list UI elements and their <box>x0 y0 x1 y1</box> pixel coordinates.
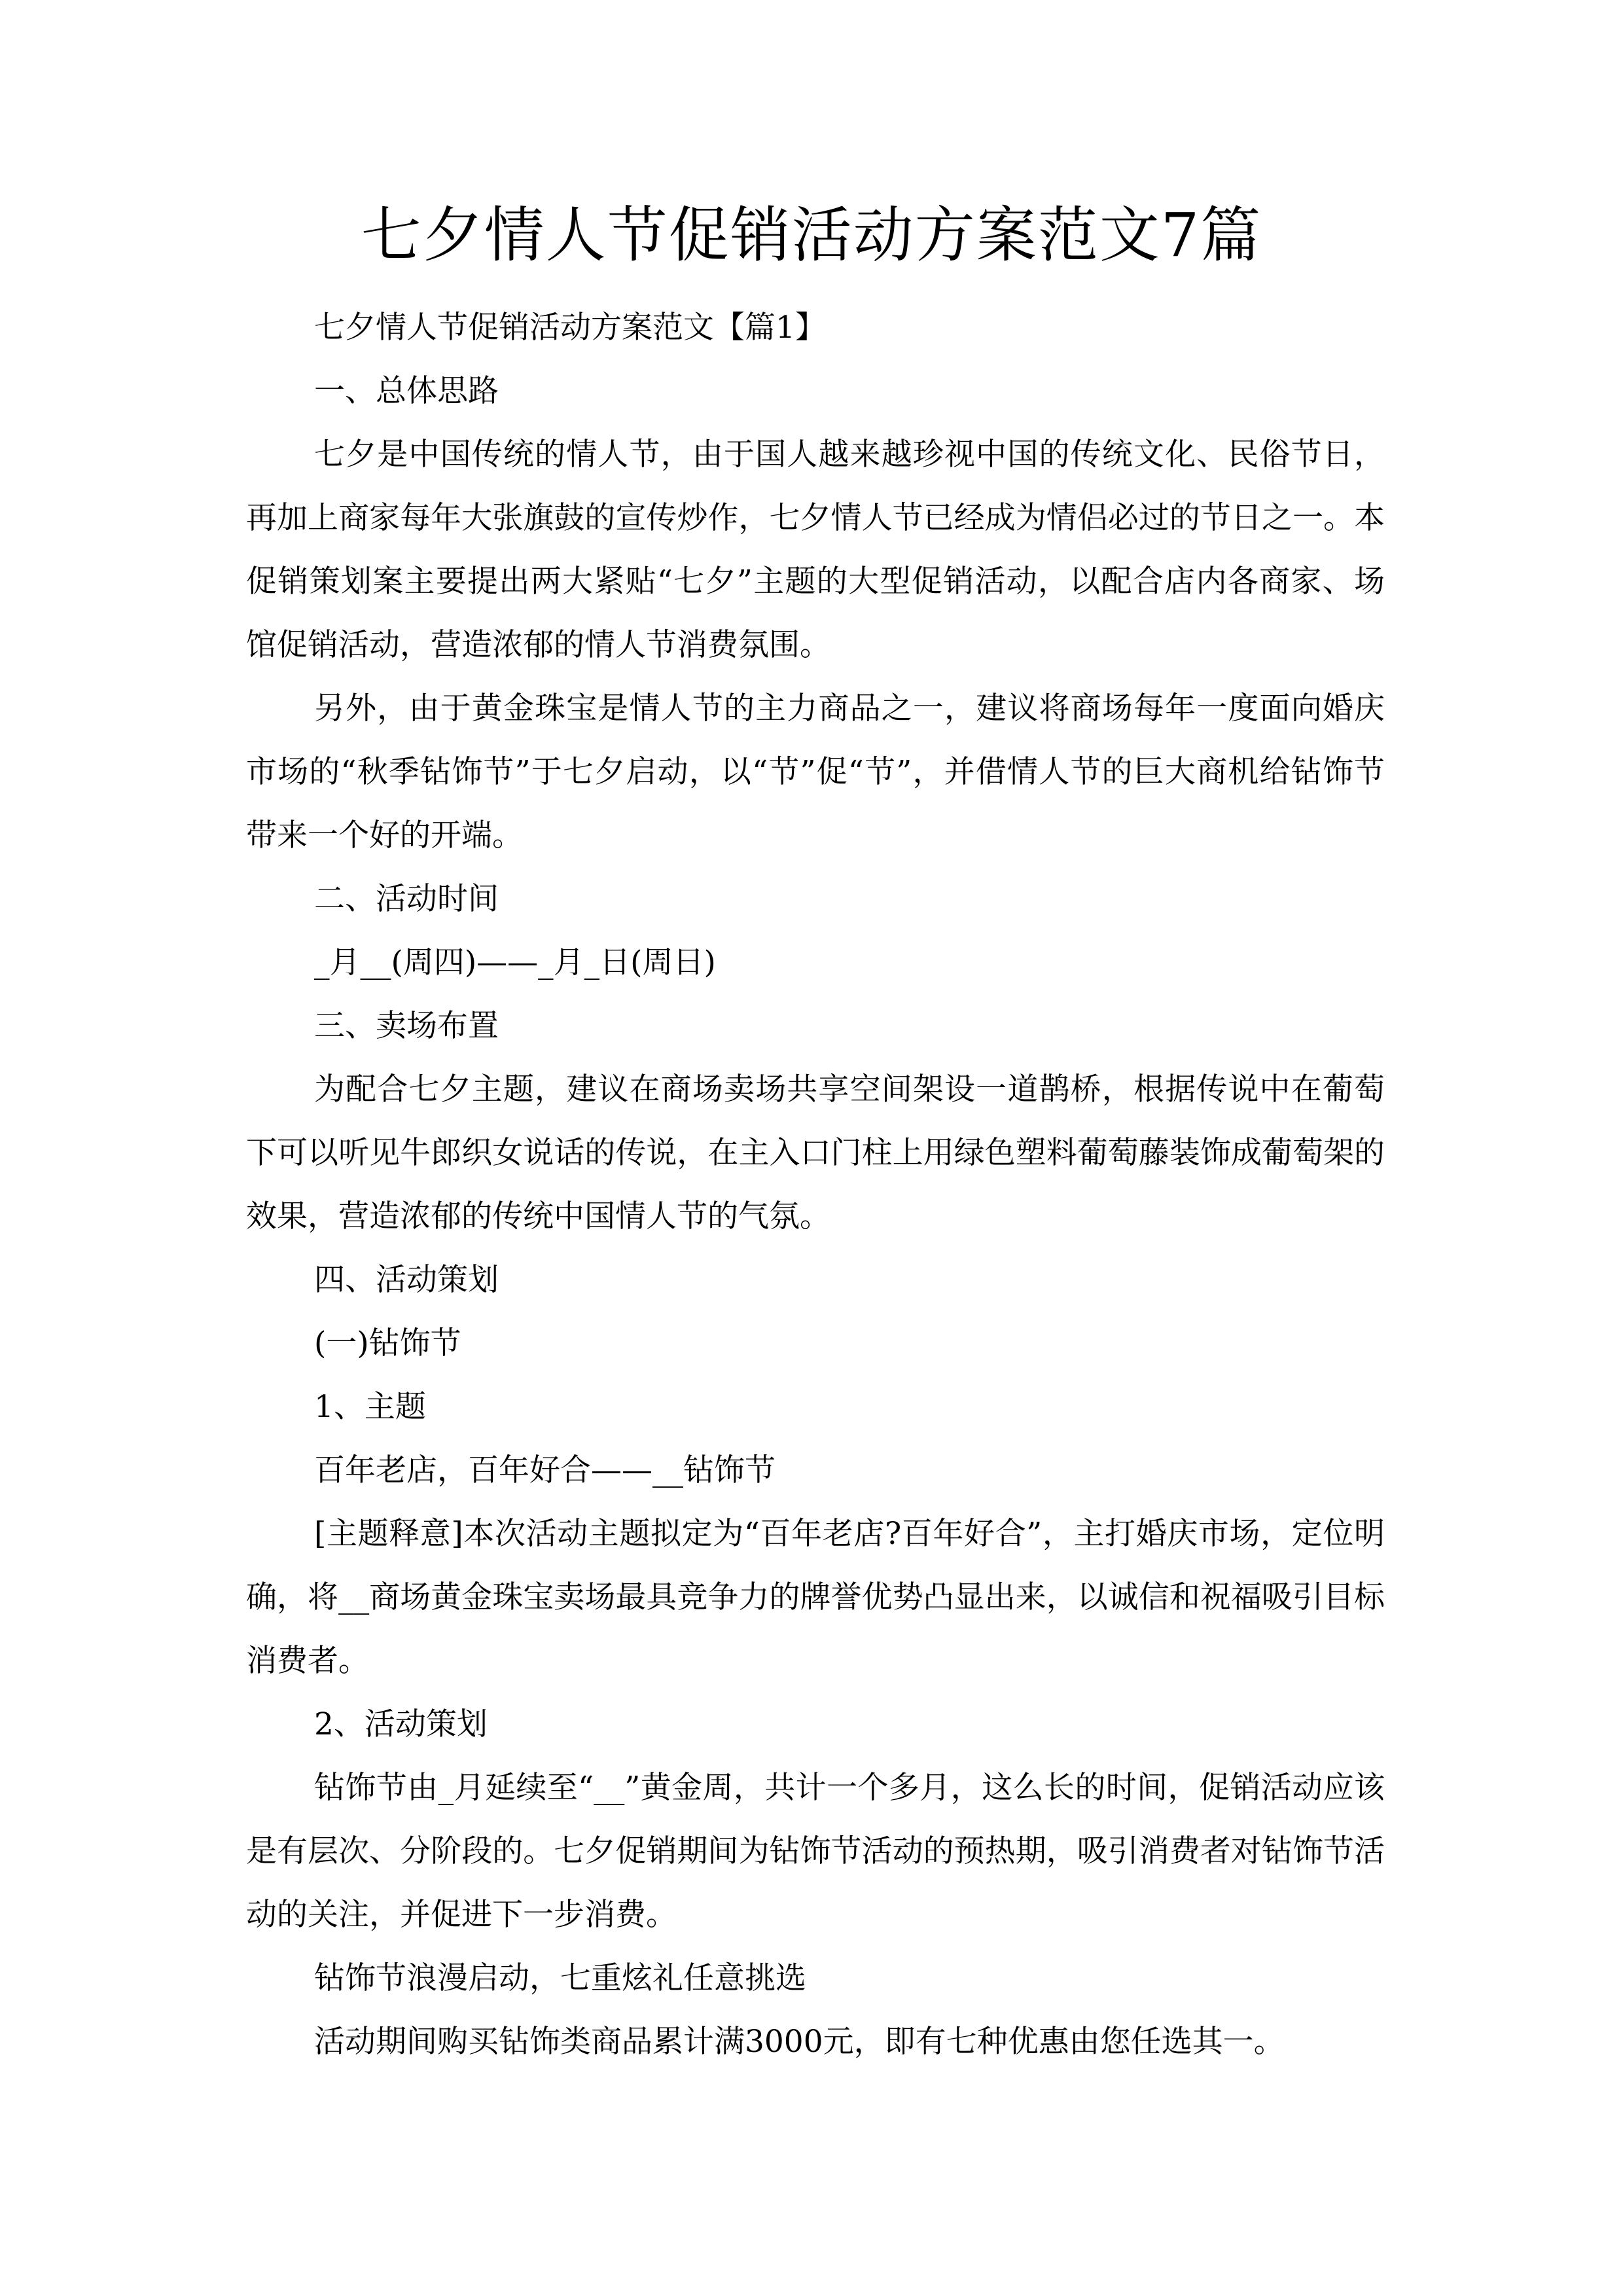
document-title: 七夕情人节促销活动方案范文7篇 <box>361 200 1262 270</box>
heading-activity-time: 二、活动时间 <box>314 881 499 917</box>
heading-store-layout: 三、卖场布置 <box>314 1008 499 1044</box>
subheading-diamond-festival: (一)钻饰节 <box>314 1325 461 1361</box>
paragraph-jewelry-festival: 另外，由于黄金珠宝是情人节的主力商品之一，建议将商场每年一度面向婚庆市场的“秋季钻饰节”于七夕启动，以“节”促“节”，并借情人节的巨大商机给钻饰节带来一个好的开端。 <box>246 691 1385 853</box>
heading-overall-idea: 一、总体思路 <box>314 373 499 409</box>
heading-activity-planning: 四、活动策划 <box>314 1262 499 1298</box>
subheading-theme: 1、主题 <box>314 1389 426 1425</box>
section-heading-pian1: 七夕情人节促销活动方案范文【篇1】 <box>314 310 826 346</box>
paragraph-overall-idea: 七夕是中国传统的情人节，由于国人越来越珍视中国的传统文化、民俗节日，再加上商家每年大张旗鼓的宣传炒作，七夕情人节已经成为情侣必过的节日之一。本促销策划案主要提出两大紧贴“七夕”主题的大型促销活动，以配合店内各商家、场馆促销活动，营造浓郁的情人节消费氛围。 <box>246 437 1385 663</box>
paragraph-purchase-offer: 活动期间购买钻饰类商品累计满3000元，即有七种优惠由您任选其一。 <box>314 2024 1285 2060</box>
subheading-activity-plan: 2、活动策划 <box>314 1706 488 1742</box>
paragraph-activity-time: _月__(周四)——_月_日(周日) <box>314 944 716 980</box>
paragraph-romantic-launch: 钻饰节浪漫启动，七重炫礼任意挑选 <box>314 1960 806 1996</box>
paragraph-store-layout: 为配合七夕主题，建议在商场卖场共享空间架设一道鹊桥，根据传说中在葡萄下可以听见牛郎织女说话的传说，在主入口门柱上用绿色塑料葡萄藤装饰成葡萄架的效果，营造浓郁的传统中国情人节的气氛。 <box>246 1071 1385 1234</box>
paragraph-theme-explanation: [主题释意]本次活动主题拟定为“百年老店?百年好合”，主打婚庆市场，定位明确，将__商场黄金珠宝卖场最具竞争力的牌誉优势凸显出来，以诚信和祝福吸引目标消费者。 <box>246 1516 1385 1679</box>
paragraph-theme-slogan: 百年老店，百年好合——__钻饰节 <box>314 1452 776 1488</box>
document-body <box>246 296 1385 2073</box>
paragraph-activity-plan: 钻饰节由_月延续至“__”黄金周，共计一个多月，这么长的时间，促销活动应该是有层次、分阶段的。七夕促销期间为钻饰节活动的预热期，吸引消费者对钻饰节活动的关注，并促进下一步消费。 <box>246 1770 1385 1933</box>
